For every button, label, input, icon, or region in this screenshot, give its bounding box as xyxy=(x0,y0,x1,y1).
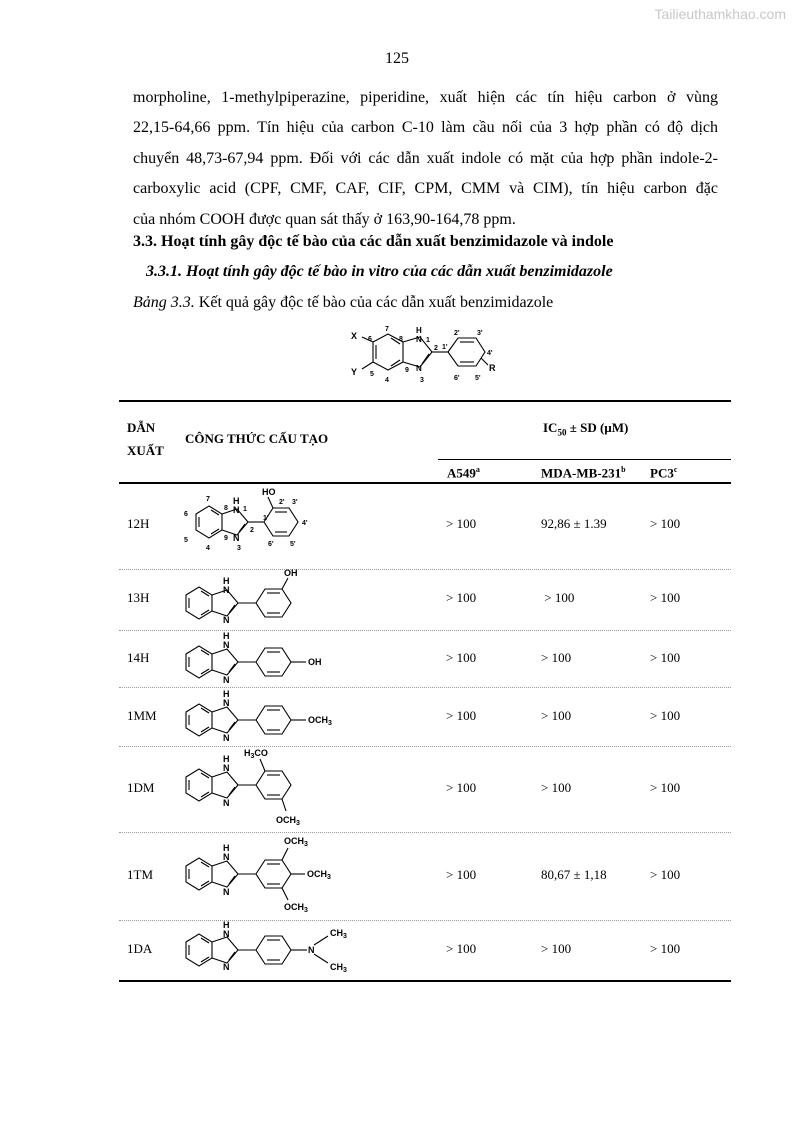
locant: 5 xyxy=(184,537,188,544)
och3-label: OCH xyxy=(308,715,328,725)
paragraph-line: morpholine, 1-methylpiperazine, piperidine, xuất hiện các tín hiệu carbon ở vùng xyxy=(133,89,718,106)
cell-line-sup: c xyxy=(673,465,678,474)
atom-n: N xyxy=(223,615,230,625)
atom-n: N xyxy=(223,887,230,897)
group-ch3 xyxy=(330,962,347,974)
compound-id: 14H xyxy=(127,650,150,665)
scaffold-locant: 6 xyxy=(368,336,372,343)
atom-n: N xyxy=(223,585,230,595)
table-bottom-rule xyxy=(119,980,731,982)
watermark: Tailieuthamkhao.com xyxy=(654,6,786,22)
scaffold-r-label: R xyxy=(489,363,496,373)
scaffold-locant: 1' xyxy=(442,344,448,351)
value-a549: > 100 xyxy=(446,650,477,665)
structure-12H xyxy=(180,484,340,566)
scaffold-atom-label: N xyxy=(416,335,422,344)
value-mda: 92,86 ± 1.39 xyxy=(541,516,607,531)
ic50-main: IC xyxy=(543,420,558,435)
atom-n: N xyxy=(223,763,230,773)
subscript-3: 3 xyxy=(250,753,255,760)
och3-label: OCH xyxy=(284,902,304,912)
ic50-sub: 50 xyxy=(557,427,567,438)
value-a549: > 100 xyxy=(446,941,477,956)
value-mda: > 100 xyxy=(541,708,572,723)
locant: 9 xyxy=(224,535,228,542)
ch3-label: CH xyxy=(330,962,343,972)
value-pc3: > 100 xyxy=(650,590,681,605)
locant: 3' xyxy=(292,499,298,506)
atom-n: N xyxy=(223,640,230,650)
scaffold-locant: 8 xyxy=(399,336,403,343)
caption-text: Kết quả gây độc tế bào của các dẫn xuất benzimidazole xyxy=(194,294,554,311)
group-och3 xyxy=(284,836,308,848)
cell-line-name: MDA-MB-231 xyxy=(541,465,622,481)
och3-label: OCH xyxy=(284,836,304,846)
header-structure: CÔNG THỨC CẤU TẠO xyxy=(185,431,329,446)
locant: 4 xyxy=(206,545,210,552)
body-paragraph xyxy=(133,83,718,235)
scaffold-y-label: Y xyxy=(351,367,358,377)
cell-line-sup: b xyxy=(621,465,626,474)
atom-h: H xyxy=(233,496,240,506)
h3co-co: CO xyxy=(254,748,268,758)
scaffold-locant: 2 xyxy=(434,345,438,352)
atom-n: N xyxy=(223,733,230,743)
subsection-heading: 3.3.1. Hoạt tính gây độc tế bào in vitro của các dẫn xuất benzimidazole xyxy=(146,263,613,280)
atom-h: H xyxy=(223,920,230,930)
scaffold-locant: 1 xyxy=(426,337,430,344)
scaffold-locant: 4' xyxy=(487,350,493,357)
atom-h: H xyxy=(223,576,230,586)
atom-n: N xyxy=(233,533,240,543)
group-och3 xyxy=(308,715,332,727)
header-a549 xyxy=(447,465,480,481)
value-mda: > 100 xyxy=(541,941,572,956)
paragraph-line: chuyển 48,73-67,94 ppm. Đối với các dẫn xuất indole có mặt của hợp phần indole-2- xyxy=(133,149,718,167)
structure-1MM xyxy=(180,686,370,746)
h3co-h: H xyxy=(244,748,251,758)
value-a549: > 100 xyxy=(446,708,477,723)
header-mda xyxy=(541,465,626,481)
structure-1TM xyxy=(180,832,370,918)
locant: 1' xyxy=(263,515,269,522)
locant: 2' xyxy=(279,499,285,506)
group-oh: OH xyxy=(308,657,322,667)
group-och3 xyxy=(276,815,300,827)
section-heading: 3.3. Hoạt tính gây độc tế bào của các dẫn xuất benzimidazole và indole xyxy=(133,233,614,250)
subscript-3: 3 xyxy=(304,841,308,848)
compound-id: 13H xyxy=(127,590,150,605)
header-compound-line2: XUẤT xyxy=(127,443,164,458)
value-mda: > 100 xyxy=(541,780,572,795)
subscript-3: 3 xyxy=(304,907,308,914)
value-pc3: > 100 xyxy=(650,516,681,531)
structure-14H xyxy=(180,628,360,688)
scaffold-locant: 3 xyxy=(420,377,424,384)
subscript-3: 3 xyxy=(296,820,300,827)
atom-n: N xyxy=(223,798,230,808)
value-a549: > 100 xyxy=(446,867,477,882)
compound-id: 1MM xyxy=(127,708,157,723)
locant: 2 xyxy=(250,527,254,534)
locant: 5' xyxy=(290,541,296,548)
value-pc3: > 100 xyxy=(650,780,681,795)
locant: 6' xyxy=(268,541,274,548)
scaffold-locant: 7 xyxy=(385,326,389,333)
group-ho: HO xyxy=(262,487,276,497)
scaffold-locant: 4 xyxy=(385,377,389,384)
page-number: 125 xyxy=(385,50,409,67)
locant: 3 xyxy=(237,545,241,552)
structure-13H xyxy=(180,566,360,628)
table-header-subrule xyxy=(438,459,731,460)
paragraph-line: của nhóm COOH được quan sát thấy ở 163,90-164,78 ppm. xyxy=(133,210,516,228)
scaffold-atom-label: N xyxy=(416,364,422,373)
paragraph-line: carboxylic acid (CPF, CMF, CAF, CIF, CPM, CMM và CIM), tín hiệu carbon đặc xyxy=(133,180,718,198)
subscript-3: 3 xyxy=(327,874,331,881)
scaffold-locant: 2' xyxy=(454,330,460,337)
table-top-rule xyxy=(119,400,731,402)
benzimidazole-scaffold-figure xyxy=(348,322,518,388)
compound-id: 1DM xyxy=(127,780,155,795)
subscript-3: 3 xyxy=(343,933,347,940)
group-och3 xyxy=(284,902,308,914)
value-pc3: > 100 xyxy=(650,941,681,956)
structure-1DA xyxy=(180,920,370,976)
scaffold-locant: 6' xyxy=(454,375,460,382)
value-a549: > 100 xyxy=(446,516,477,531)
subscript-3: 3 xyxy=(343,967,347,974)
group-h3co xyxy=(244,748,268,760)
scaffold-locant: 5 xyxy=(370,371,374,378)
compound-id: 1TM xyxy=(127,867,153,882)
cell-line-sup: a xyxy=(475,465,480,474)
atom-h: H xyxy=(223,843,230,853)
atom-h: H xyxy=(223,754,230,764)
atom-h: H xyxy=(223,631,230,641)
scaffold-locant: 9 xyxy=(405,367,409,374)
locant: 1 xyxy=(243,506,247,513)
scaffold-locant: 5' xyxy=(475,375,481,382)
locant: 6 xyxy=(184,511,188,518)
value-pc3: > 100 xyxy=(650,867,681,882)
atom-n: N xyxy=(308,945,315,955)
compound-id: 1DA xyxy=(127,941,153,956)
value-mda: > 100 xyxy=(541,590,575,605)
group-och3 xyxy=(307,869,331,881)
subscript-3: 3 xyxy=(328,720,332,727)
locant: 8 xyxy=(224,505,228,512)
compound-id: 12H xyxy=(127,516,150,531)
group-oh: OH xyxy=(284,568,298,578)
ic50-rest: ± SD (µM) xyxy=(566,420,629,435)
group-ch3 xyxy=(330,928,347,940)
atom-n: N xyxy=(223,962,230,972)
value-pc3: > 100 xyxy=(650,650,681,665)
atom-n: N xyxy=(223,852,230,862)
och3-label: OCH xyxy=(307,869,327,879)
value-mda: > 100 xyxy=(541,650,572,665)
caption-label: Bảng 3.3. xyxy=(133,294,195,311)
cell-line-name: PC3 xyxy=(650,465,674,481)
value-mda: 80,67 ± 1,18 xyxy=(541,867,607,882)
atom-n: N xyxy=(223,675,230,685)
atom-n: N xyxy=(223,698,230,708)
scaffold-atom-label: H xyxy=(416,326,422,335)
atom-n: N xyxy=(223,929,230,939)
cell-line-name: A549 xyxy=(447,465,476,481)
och3-label: OCH xyxy=(276,815,296,825)
header-compound-line1: DẪN xyxy=(127,420,156,435)
structure-1DM xyxy=(180,745,370,831)
locant: 7 xyxy=(206,496,210,503)
value-a549: > 100 xyxy=(446,780,477,795)
value-a549: > 100 xyxy=(446,590,477,605)
locant: 4' xyxy=(302,520,308,527)
table-caption xyxy=(133,294,553,312)
scaffold-locant: 3' xyxy=(477,330,483,337)
ch3-label: CH xyxy=(330,928,343,938)
atom-h: H xyxy=(223,689,230,699)
paragraph-line: 22,15-64,66 ppm. Tín hiệu của carbon C-10 làm cầu nối của 3 hợp phần có độ dịch xyxy=(133,119,718,137)
header-ic50 xyxy=(543,420,628,438)
header-pc3 xyxy=(650,465,677,481)
atom-n: N xyxy=(233,505,240,515)
value-pc3: > 100 xyxy=(650,708,681,723)
scaffold-x-label: X xyxy=(351,331,358,341)
